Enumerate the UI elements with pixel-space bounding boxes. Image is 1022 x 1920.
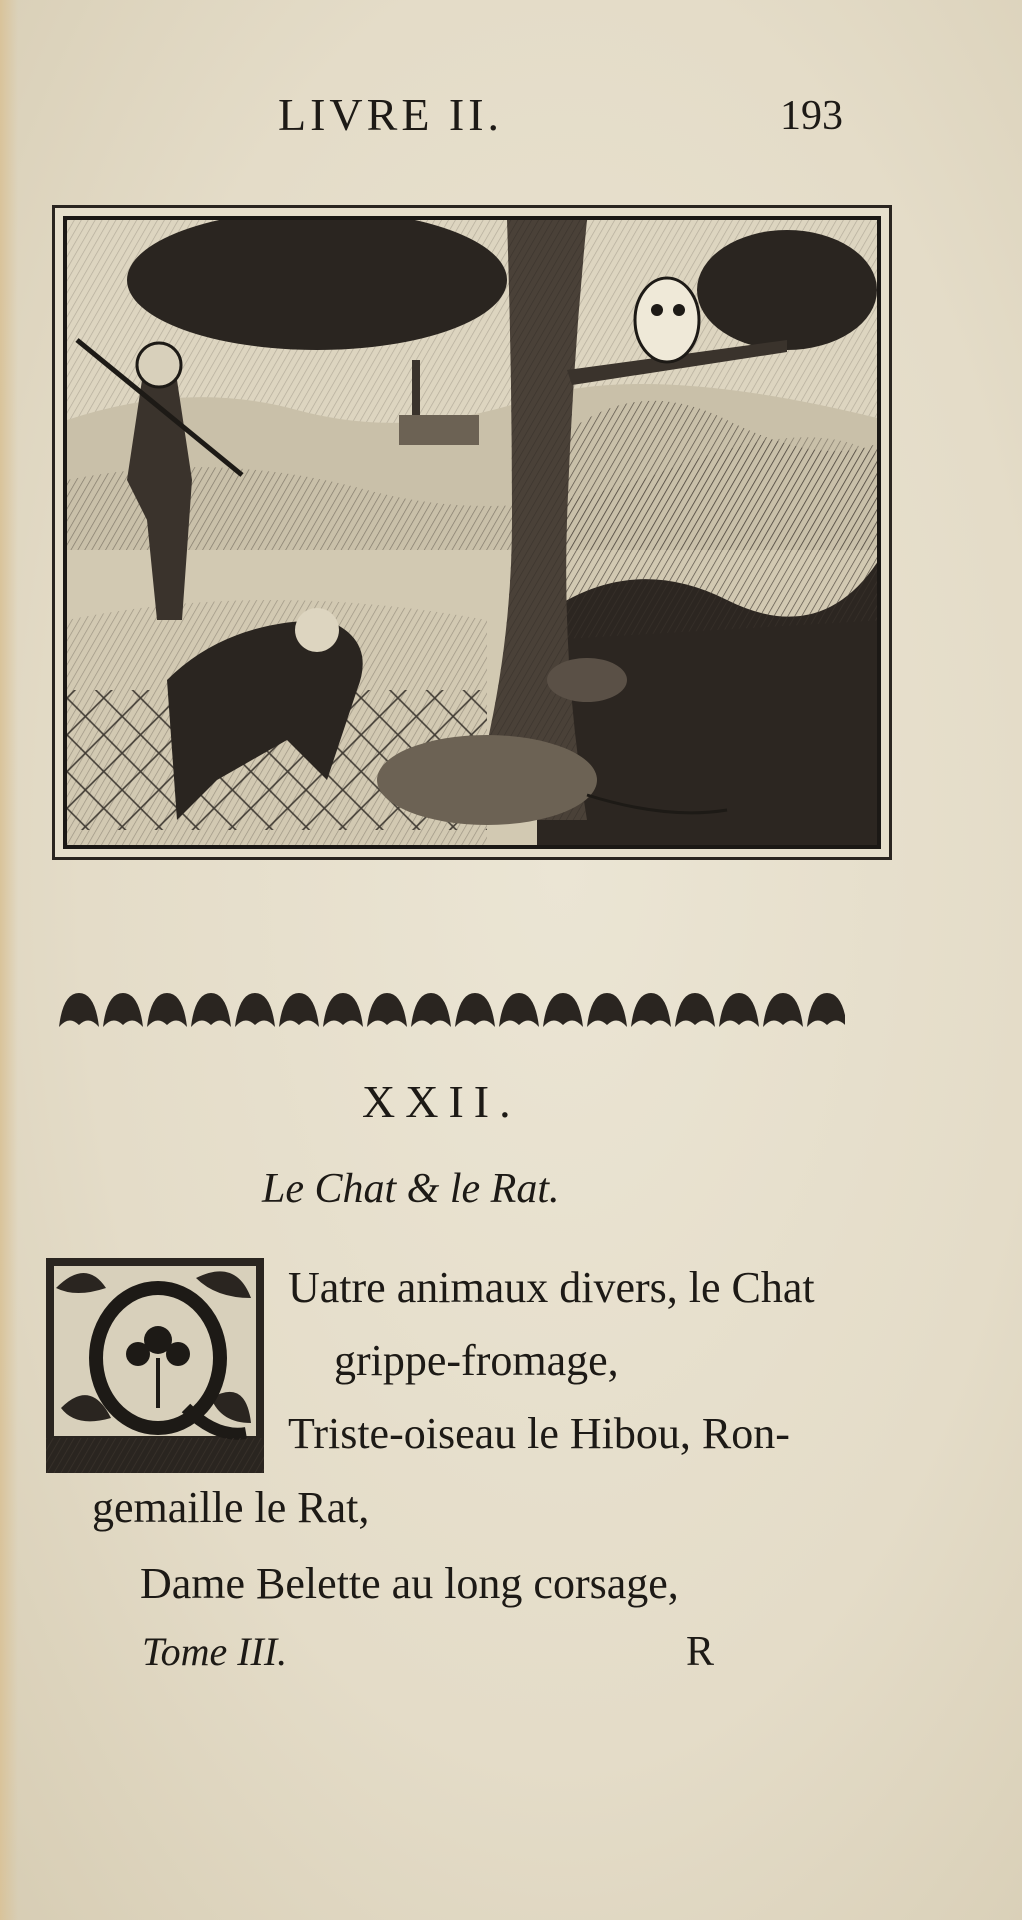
fleuron xyxy=(147,993,187,1027)
chapter-number: XXII. xyxy=(362,1076,521,1127)
fleuron xyxy=(763,993,803,1027)
verse-line-5: Dame Belette au long corsage, xyxy=(140,1559,679,1608)
verse-line-1: Uatre animaux divers, le Chat xyxy=(288,1263,815,1312)
fable-title: Le Chat & le Rat. xyxy=(262,1166,560,1212)
signature-mark: R xyxy=(686,1629,715,1675)
verse-line-2: grippe-fromage, xyxy=(334,1336,619,1385)
fleuron xyxy=(807,993,845,1027)
engraving-plate xyxy=(52,205,892,860)
engraving-image xyxy=(63,216,881,849)
decorated-initial xyxy=(46,1258,264,1473)
page-number: 193 xyxy=(780,93,843,139)
fleuron xyxy=(675,993,715,1027)
volume-label: Tome III. xyxy=(142,1629,288,1674)
fleuron xyxy=(455,993,495,1027)
running-title: LIVRE II. xyxy=(278,89,504,140)
fleuron xyxy=(411,993,451,1027)
fleuron xyxy=(235,993,275,1027)
fleuron xyxy=(279,993,319,1027)
fleuron-ornament-row xyxy=(55,985,845,1035)
engraving-illustration xyxy=(67,220,881,845)
running-head xyxy=(0,88,1022,148)
fleuron xyxy=(191,993,231,1027)
verse-line-3: Triste-oiseau le Hibou, Ron- xyxy=(288,1409,790,1458)
fleuron xyxy=(499,993,539,1027)
fleuron xyxy=(323,993,363,1027)
verse-line-4: gemaille le Rat, xyxy=(92,1483,370,1532)
fleuron xyxy=(587,993,627,1027)
fleuron xyxy=(543,993,583,1027)
fleuron xyxy=(719,993,759,1027)
decorated-initial-q xyxy=(46,1258,264,1473)
fleuron xyxy=(631,993,671,1027)
fleuron xyxy=(367,993,407,1027)
page-edge xyxy=(0,0,18,1920)
fleuron xyxy=(59,993,99,1027)
fleuron xyxy=(103,993,143,1027)
